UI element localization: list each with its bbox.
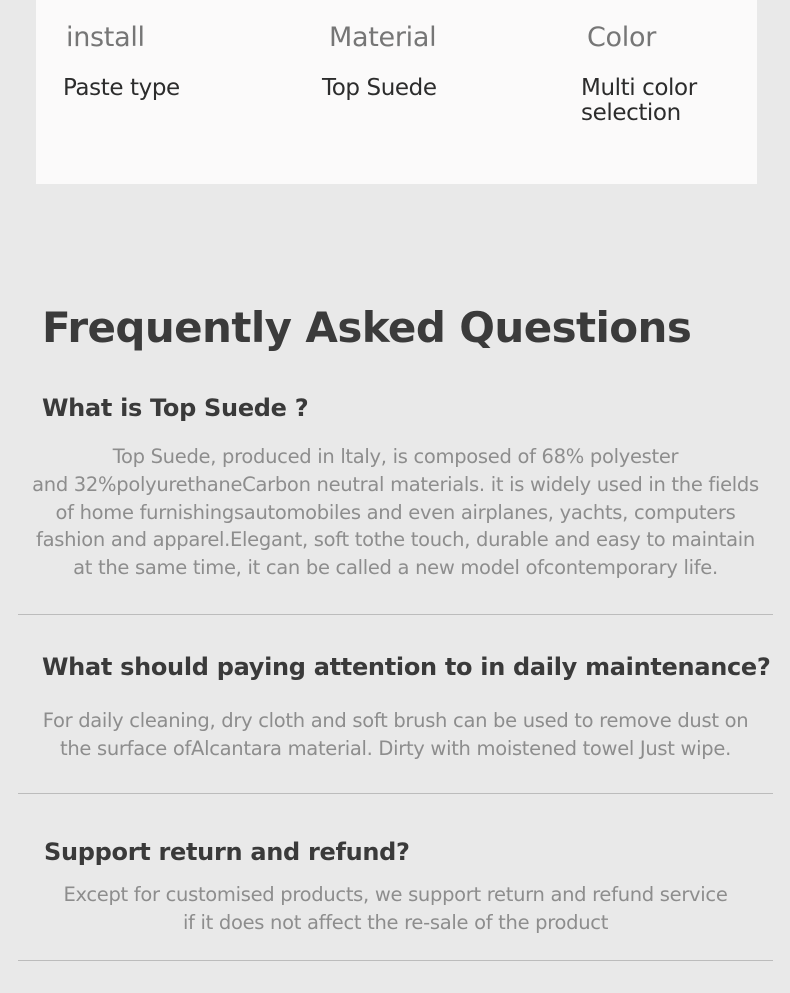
- faq-answer-1-line-3: of home furnishingsautomobiles and even airplanes, yachts, computers: [55, 500, 736, 524]
- faq-title: Frequently Asked Questions: [42, 303, 692, 352]
- spec-value-color: Multi color selection: [581, 75, 697, 126]
- spec-value-install: Paste type: [63, 75, 180, 101]
- faq-answer-1: [18, 443, 773, 582]
- faq-divider-2: [18, 793, 773, 794]
- spec-label-color: Color: [587, 22, 656, 53]
- faq-question-1: What is Top Suede ?: [42, 394, 309, 422]
- faq-answer-3-line-1: Except for customised products, we support return and refund service: [63, 883, 728, 906]
- spec-label-install: install: [66, 22, 145, 53]
- faq-answer-1-line-1: Top Suede, produced in ltaly, is composed of 68% polyester: [112, 445, 679, 468]
- faq-question-2: What should paying attention to in daily maintenance?: [42, 653, 771, 681]
- faq-answer-2-line-2: the surface ofAlcantara material. Dirty with moistened towel Just wipe.: [60, 736, 731, 760]
- faq-divider-3: [18, 960, 773, 961]
- faq-answer-3: [18, 881, 773, 937]
- spec-label-material: Material: [329, 22, 437, 53]
- faq-answer-2-line-1: For daily cleaning, dry cloth and soft brush can be used to remove dust on: [42, 709, 749, 732]
- faq-answer-1-line-5: at the same time, it can be called a new model ofcontemporary life.: [73, 556, 718, 580]
- faq-question-3: Support return and refund?: [44, 838, 410, 866]
- faq-divider-1: [18, 614, 773, 615]
- faq-answer-1-line-4: fashion and apparel.Elegant, soft tothe touch, durable and easy to maintain: [36, 528, 755, 552]
- product-spec-card: [36, 0, 757, 184]
- faq-answer-2: [18, 707, 773, 763]
- faq-answer-3-line-2: if it does not affect the re-sale of the product: [182, 910, 609, 934]
- faq-answer-1-line-2: and 32%polyurethaneCarbon neutral materials. it is widely used in the fields: [32, 472, 759, 496]
- spec-value-material: Top Suede: [322, 75, 437, 101]
